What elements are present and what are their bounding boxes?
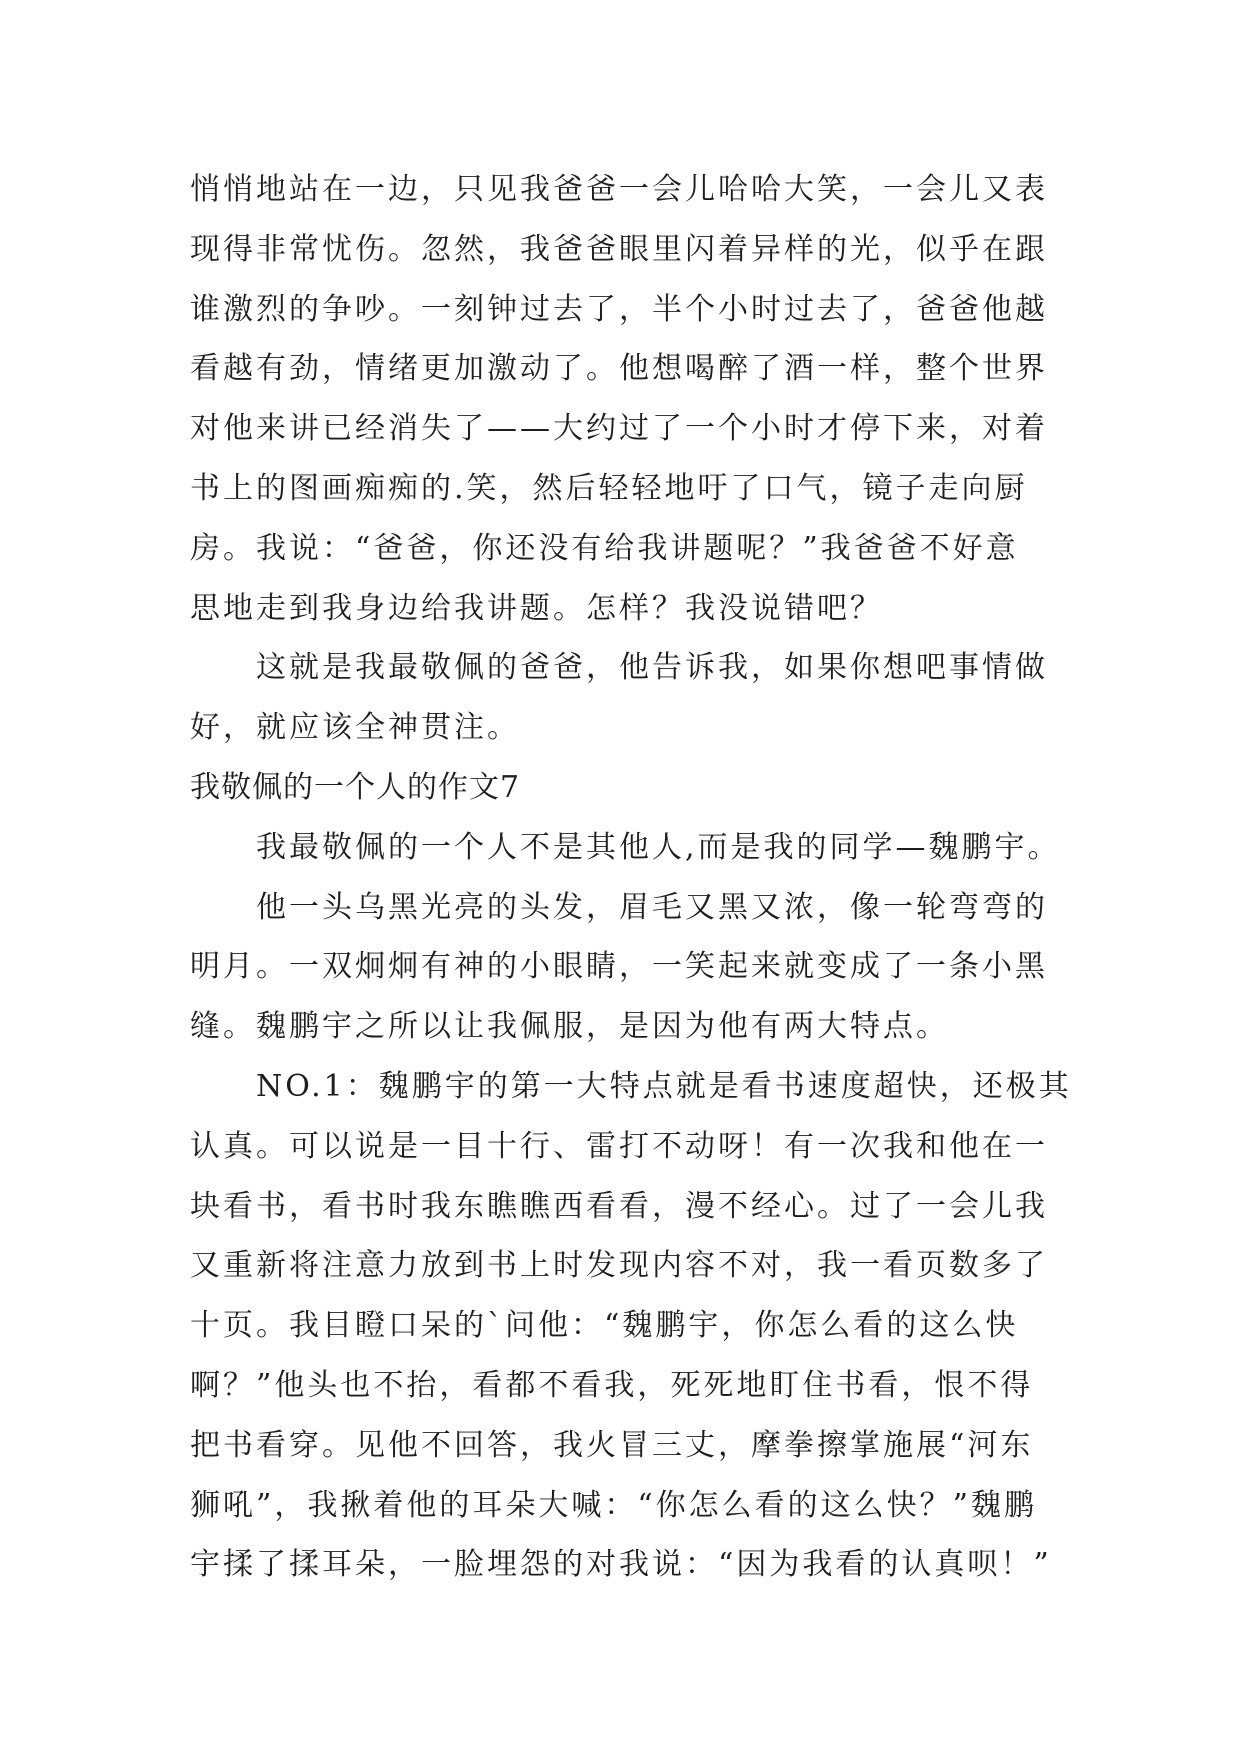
- document-body: [190, 160, 1072, 1595]
- text-line: 谁激烈的争吵。一刻钟过去了，半个小时过去了，爸爸他越: [190, 291, 1048, 327]
- text-line: 房。我说：“爸爸，你还没有给我讲题呢？”我爸爸不好意: [190, 530, 1019, 566]
- text-line: 把书看穿。见他不回答，我火冒三丈，摩拳擦掌施展“河东: [190, 1427, 1034, 1463]
- text-line: 块看书，看书时我东瞧瞧西看看，漫不经心。过了一会儿我: [190, 1188, 1048, 1224]
- text-line: 现得非常忧伤。忽然，我爸爸眼里闪着异样的光，似乎在跟: [190, 231, 1048, 267]
- text-line: 悄悄地站在一边，只见我爸爸一会儿哈哈大笑，一会儿又表: [190, 172, 1048, 207]
- paragraph-start-line: 这就是我最敬佩的爸爸，他告诉我，如果你想吧事情做: [256, 650, 1048, 686]
- text-line: 十页。我目瞪口呆的`问他：“魏鹏宇，你怎么看的这么快: [190, 1308, 1019, 1344]
- paragraph-start-line: 我最敬佩的一个人不是其他人,而是我的同学—魏鹏宇。: [256, 829, 1061, 865]
- text-line: 书上的图画痴痴的.笑，然后轻轻地吁了口气，镜子走向厨: [190, 470, 1028, 506]
- text-line: 对他来讲已经消失了——大约过了一个小时才停下来，对着: [190, 411, 1048, 447]
- text-line: 明月。一双炯炯有神的小眼睛，一笑起来就变成了一条小黑: [190, 949, 1048, 985]
- text-line: 好，就应该全神贯注。: [190, 710, 520, 746]
- essay-title: 我敬佩的一个人的作文7: [190, 769, 521, 805]
- paragraph-start-line: NO.1：魏鹏宇的第一大特点就是看书速度超快，还极其: [256, 1068, 1072, 1104]
- text-line: 看越有劲，情绪更加激动了。他想喝醉了酒一样，整个世界: [190, 351, 1048, 387]
- paragraph-start-line: 他一头乌黑光亮的头发，眉毛又黑又浓，像一轮弯弯的: [256, 889, 1048, 925]
- text-line: 狮吼”，我揪着他的耳朵大喊：“你怎么看的这么快？”魏鹏: [190, 1487, 1038, 1523]
- text-line: 又重新将注意力放到书上时发现内容不对，我一看页数多了: [190, 1248, 1048, 1284]
- text-line: 宇揉了揉耳朵，一脸埋怨的对我说：“因为我看的认真呗！”: [190, 1547, 1052, 1583]
- text-line: 啊？”他头也不抬，看都不看我，死死地盯住书看，恨不得: [190, 1367, 1034, 1403]
- text-line: 缝。魏鹏宇之所以让我佩服，是因为他有两大特点。: [190, 1009, 949, 1045]
- text-line: 思地走到我身边给我讲题。怎样？我没说错吧？: [190, 590, 883, 626]
- text-line: 认真。可以说是一目十行、雷打不动呀！有一次我和他在一: [190, 1128, 1048, 1164]
